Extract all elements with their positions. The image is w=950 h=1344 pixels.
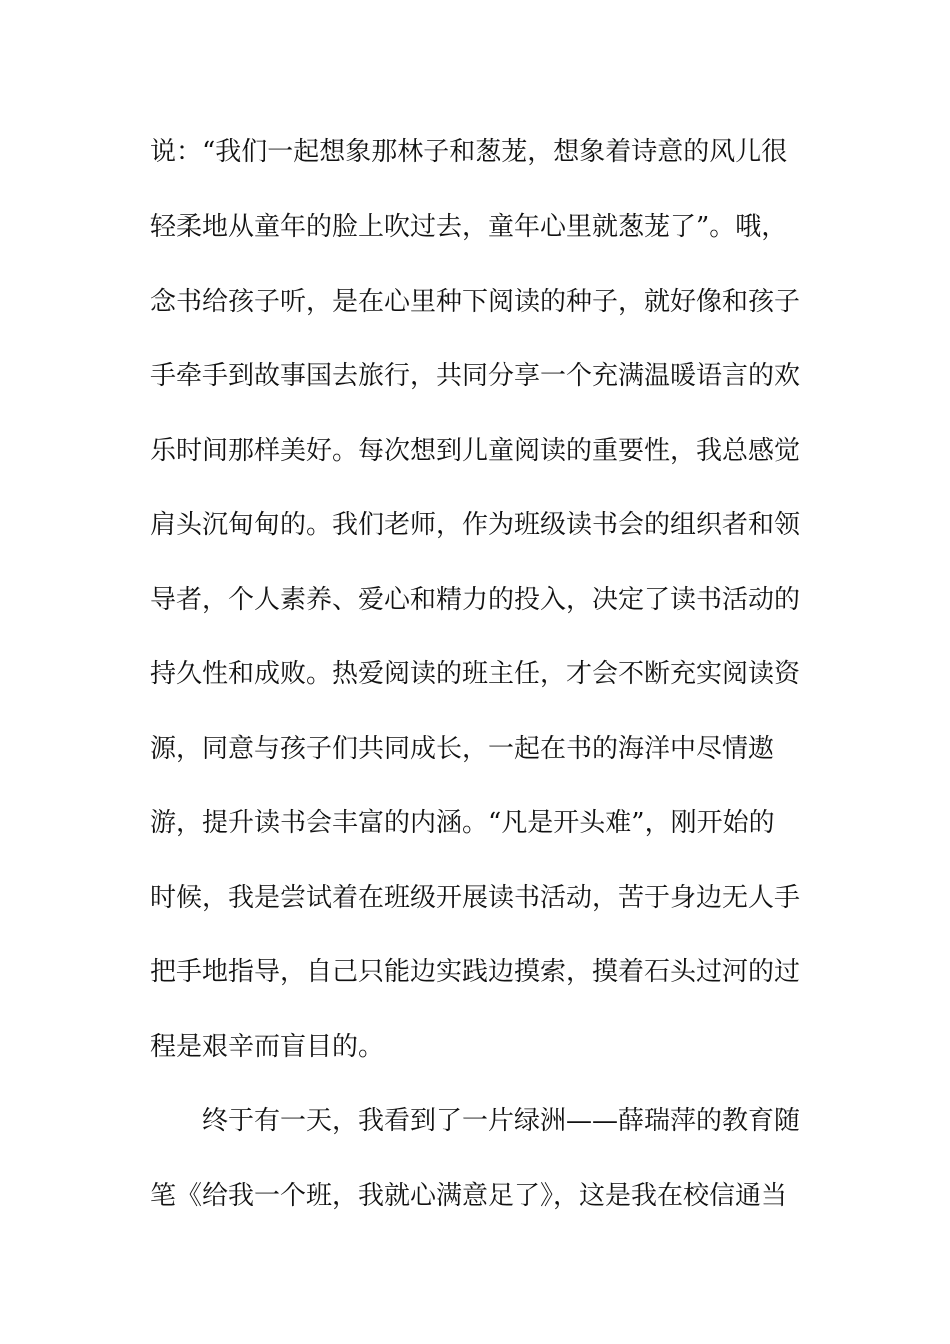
text-line: 笔《给我一个班，我就心满意足了》，这是我在校信通当 [150, 1181, 788, 1211]
text-line: 持久性和成败。热爱阅读的班主任，才会不断充实阅读资 [150, 659, 800, 689]
text-line: 时候，我是尝试着在班级开展读书活动，苦于身边无人手 [150, 883, 800, 913]
text-line: 源，同意与孩子们共同成长，一起在书的海洋中尽情遨 [150, 734, 775, 764]
text-line: 肩头沉甸甸的。我们老师，作为班级读书会的组织者和领 [150, 510, 800, 540]
text-line: 导者，个人素养、爱心和精力的投入，决定了读书活动的 [150, 585, 800, 615]
text-line: 轻柔地从童年的脸上吹过去，童年心里就葱茏了”。哦， [150, 212, 788, 242]
text-line: 把手地指导，自己只能边实践边摸索，摸着石头过河的过 [150, 957, 800, 987]
text-line: 手牵手到故事国去旅行，共同分享一个充满温暖语言的欢 [150, 361, 800, 391]
text-line: 乐时间那样美好。每次想到儿童阅读的重要性，我总感觉 [150, 436, 800, 466]
text-line: 念书给孩子听，是在心里种下阅读的种子，就好像和孩子 [150, 287, 800, 317]
text-line: 终于有一天，我看到了一片绿洲——薛瑞萍的教育随 [202, 1106, 800, 1136]
text-line: 程是艰辛而盲目的。 [150, 1032, 385, 1062]
text-line: 游，提升读书会丰富的内涵。“凡是开头难”，刚开始的 [150, 808, 775, 838]
text-line: 说：“我们一起想象那林子和葱茏，想象着诗意的风儿很 [150, 137, 788, 167]
